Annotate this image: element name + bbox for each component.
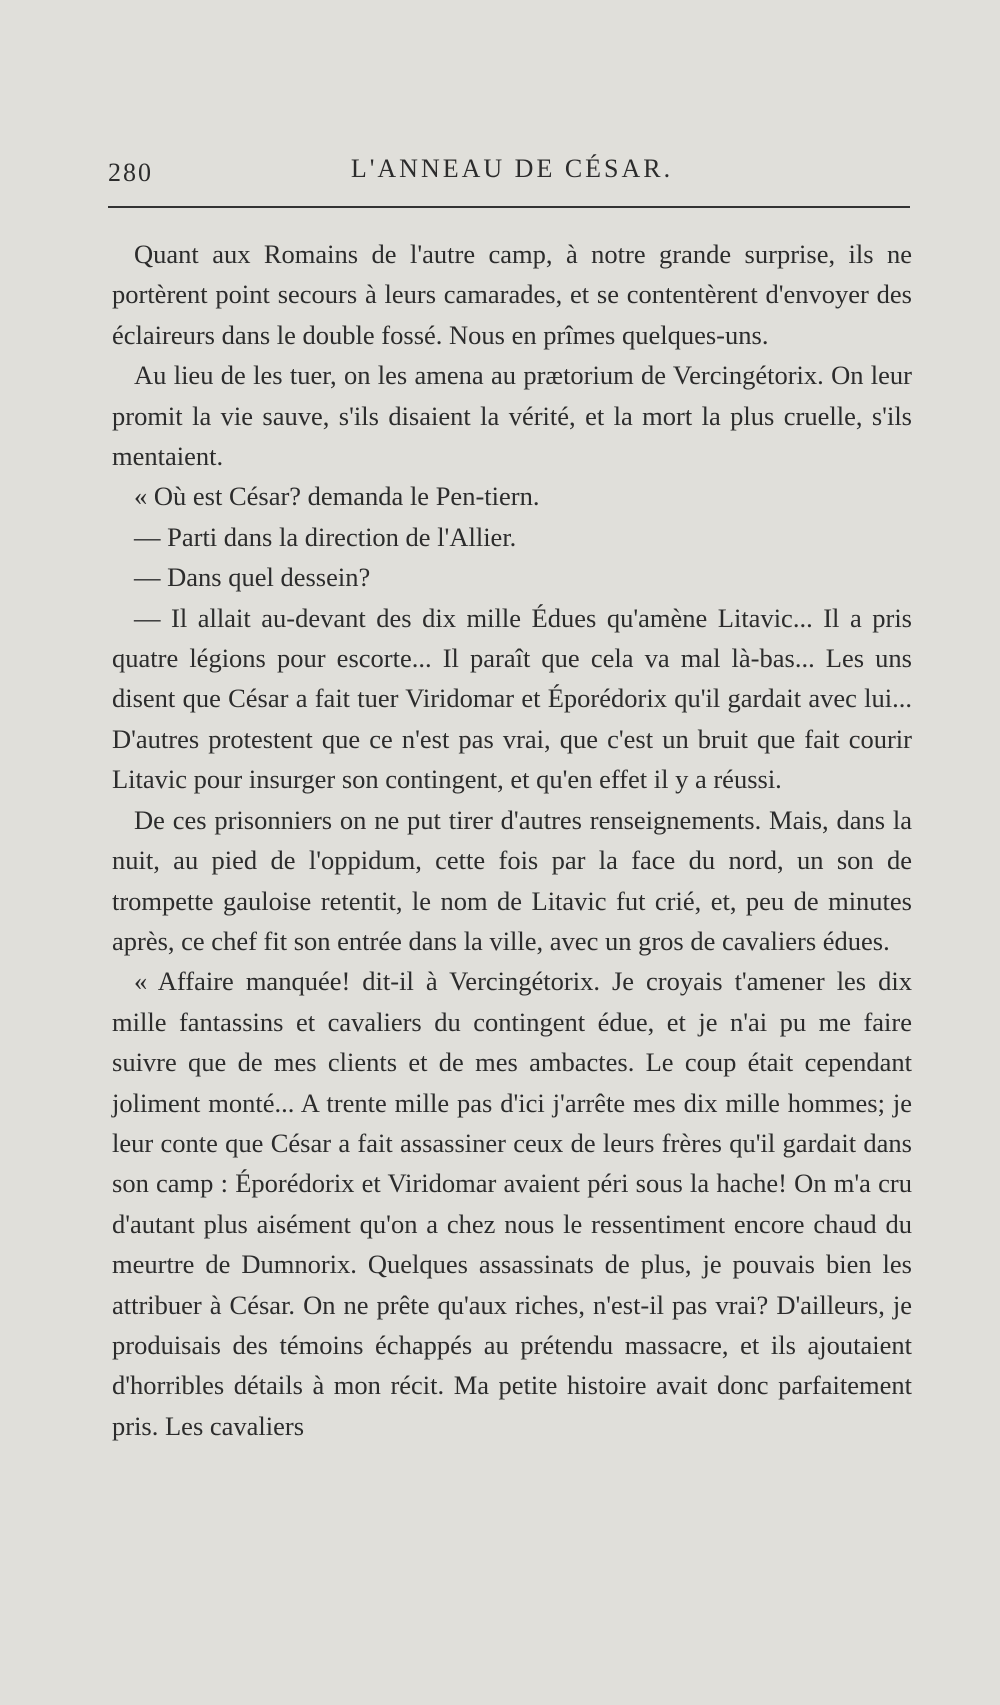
- paragraph: — Il allait au-devant des dix mille Édues qu'amène Litavic... Il a pris quatre légions pour escorte... Il paraît que cela va mal là-bas... Les uns disent que César a fait tuer Viridomar et Éporédorix qu'il gardait avec lui... D'autres protestent que ce n'est pas vrai, que c'est un bruit que fait courir Litavic pour insurger son contingent, et qu'en effet il y a réussi.: [112, 602, 912, 795]
- paragraph: De ces prisonniers on ne put tirer d'autres renseignements. Mais, dans la nuit, au pied de l'oppidum, cette fois par la face du nord, un son de trompette gauloise retentit, le nom de Litavic fut crié, et, peu de minutes après, ce chef fit son entrée dans la ville, avec un gros de cavaliers édues.: [112, 804, 912, 956]
- paragraph: « Où est César? demanda le Pen-tiern.: [134, 481, 540, 512]
- page-number: 280: [108, 158, 153, 187]
- paragraph: Au lieu de les tuer, on les amena au prætorium de Vercingétorix. On leur promit la vie sauve, s'ils disaient la vérité, et la mort la plus cruelle, s'ils mentaient.: [112, 360, 912, 472]
- paragraph: — Dans quel dessein?: [134, 562, 371, 593]
- body-text: [112, 234, 912, 1446]
- header-rule: [108, 206, 910, 208]
- paragraph: « Affaire manquée! dit-il à Vercingétorix. Je croyais t'amener les dix mille fantassins et cavaliers du contingent édue, et je n'ai pu me faire suivre que de mes clients et de mes ambactes. Le coup était cependant joliment monté... A trente mille pas d'ici j'arrête mes dix mille hommes; je leur conte que César a fait assassiner ceux de leurs frères qu'il gardait dans son camp : Éporédorix et Viridomar avaient péri sous la hache! On m'a cru d'autant plus aisément qu'on a chez nous le ressentiment encore chaud du meurtre de Dumnorix. Quelques assassinats de plus, je pouvais bien les attribuer à César. On ne prête qu'aux riches, n'est-il pas vrai? D'ailleurs, je produisais des témoins échappés au prétendu massacre, et ils ajoutaient d'horribles détails à mon récit. Ma petite histoire avait donc parfaitement pris. Les cavaliers: [112, 966, 912, 1441]
- paragraph: Quant aux Romains de l'autre camp, à notre grande surprise, ils ne portèrent point secours à leurs camarades, et se contentèrent d'envoyer des éclaireurs dans le double fossé. Nous en prîmes quelques-uns.: [112, 239, 912, 350]
- page-title: L'ANNEAU DE CÉSAR.: [350, 154, 674, 183]
- running-head: [108, 152, 916, 192]
- paragraph: — Parti dans la direction de l'Allier.: [134, 521, 517, 552]
